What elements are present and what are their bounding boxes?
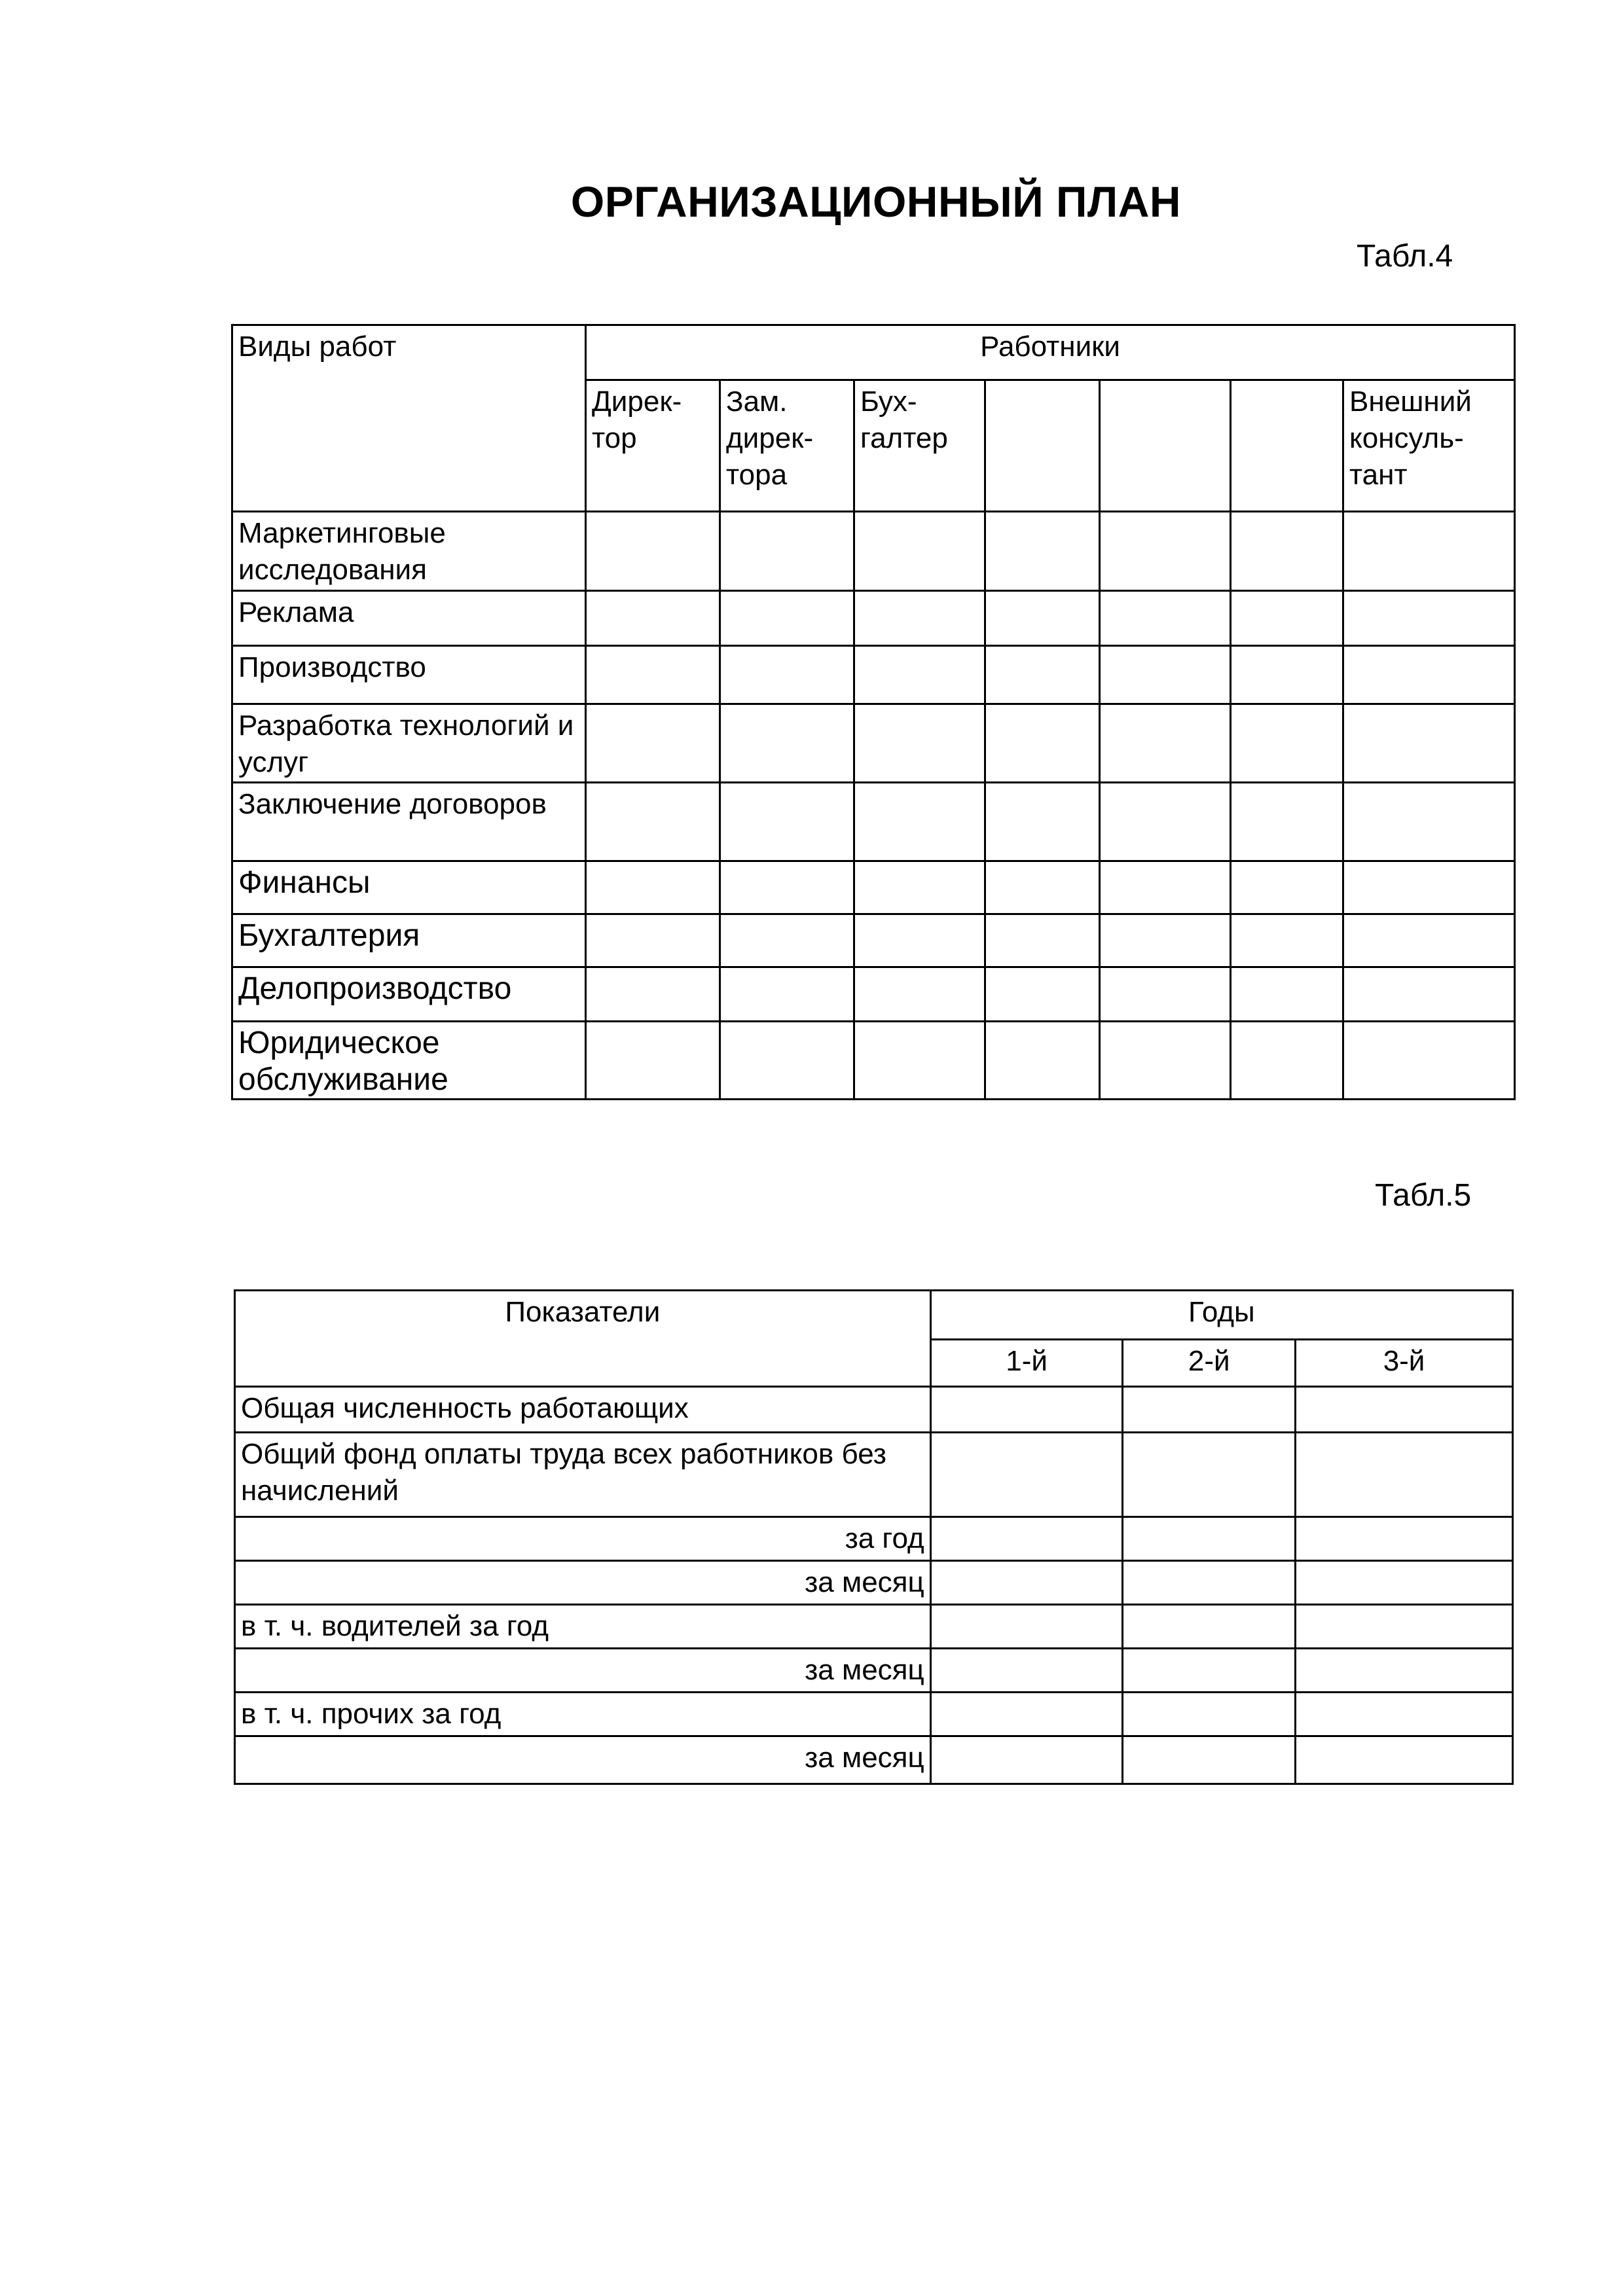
table-row — [235, 1693, 1513, 1736]
input-cell[interactable] — [720, 591, 854, 646]
work-type-label: Финансы — [232, 861, 586, 914]
input-cell[interactable] — [985, 704, 1100, 783]
input-cell[interactable] — [1343, 704, 1515, 783]
input-cell[interactable] — [1123, 1605, 1296, 1649]
input-cell[interactable] — [930, 1693, 1123, 1736]
role-header: Зам. дирек- тора — [720, 380, 854, 512]
input-cell[interactable] — [985, 591, 1100, 646]
input-cell[interactable] — [1343, 914, 1515, 967]
input-cell[interactable] — [985, 512, 1100, 591]
table-row — [235, 1433, 1513, 1517]
input-cell[interactable] — [1296, 1736, 1513, 1784]
table-row — [235, 1517, 1513, 1561]
input-cell[interactable] — [985, 646, 1100, 704]
input-cell[interactable] — [1231, 783, 1343, 861]
work-type-label: Юридическое обслуживание — [232, 1022, 586, 1100]
input-cell[interactable] — [930, 1649, 1123, 1693]
input-cell[interactable] — [1123, 1433, 1296, 1517]
input-cell[interactable] — [586, 967, 720, 1022]
input-cell[interactable] — [1343, 646, 1515, 704]
table-row — [232, 646, 1515, 704]
input-cell[interactable] — [720, 783, 854, 861]
input-cell[interactable] — [1231, 914, 1343, 967]
table-row — [232, 783, 1515, 861]
input-cell[interactable] — [985, 1022, 1100, 1100]
input-cell[interactable] — [930, 1433, 1123, 1517]
input-cell[interactable] — [1123, 1517, 1296, 1561]
input-cell[interactable] — [1100, 914, 1231, 967]
input-cell[interactable] — [1123, 1561, 1296, 1605]
input-cell[interactable] — [930, 1605, 1123, 1649]
work-type-label: Производство — [232, 646, 586, 704]
input-cell[interactable] — [586, 861, 720, 914]
input-cell[interactable] — [1231, 1022, 1343, 1100]
table-row — [232, 914, 1515, 967]
input-cell[interactable] — [720, 861, 854, 914]
input-cell[interactable] — [720, 704, 854, 783]
input-cell[interactable] — [930, 1387, 1123, 1433]
input-cell[interactable] — [720, 1022, 854, 1100]
input-cell[interactable] — [1296, 1693, 1513, 1736]
input-cell[interactable] — [720, 914, 854, 967]
input-cell[interactable] — [1231, 591, 1343, 646]
indicator-label: за месяц — [235, 1649, 931, 1693]
input-cell[interactable] — [1100, 967, 1231, 1022]
page-title: ОРГАНИЗАЦИОННЫЙ ПЛАН — [570, 177, 1182, 226]
input-cell[interactable] — [586, 512, 720, 591]
input-cell[interactable] — [1231, 967, 1343, 1022]
indicator-label: в т. ч. водителей за год — [235, 1605, 931, 1649]
payroll-indicators-table — [234, 1289, 1514, 1785]
input-cell[interactable] — [854, 783, 985, 861]
input-cell[interactable] — [1343, 861, 1515, 914]
table5-label: Табл.5 — [1375, 1178, 1472, 1213]
input-cell[interactable] — [1123, 1736, 1296, 1784]
input-cell[interactable] — [1231, 646, 1343, 704]
input-cell[interactable] — [854, 861, 985, 914]
work-type-label: Маркетинговые исследования — [232, 512, 586, 591]
indicator-label: Общая численность работающих — [235, 1387, 931, 1433]
work-type-label: Реклама — [232, 591, 586, 646]
input-cell[interactable] — [930, 1736, 1123, 1784]
work-type-label: Делопроизводство — [232, 967, 586, 1022]
input-cell[interactable] — [1100, 1022, 1231, 1100]
input-cell[interactable] — [1123, 1693, 1296, 1736]
indicator-label: за месяц — [235, 1736, 931, 1784]
indicators-header: Показатели — [235, 1291, 931, 1387]
input-cell[interactable] — [1231, 704, 1343, 783]
input-cell[interactable] — [1343, 783, 1515, 861]
input-cell[interactable] — [1123, 1387, 1296, 1433]
input-cell[interactable] — [854, 646, 985, 704]
table-row — [232, 861, 1515, 914]
indicator-label: Общий фонд оплаты труда всех работников без начислений — [235, 1433, 931, 1517]
role-header: Дирек- тор — [586, 380, 720, 512]
table4-label: Табл.4 — [1357, 239, 1453, 274]
input-cell[interactable] — [854, 704, 985, 783]
input-cell[interactable] — [1296, 1387, 1513, 1433]
work-type-label: Заключение договоров — [232, 783, 586, 861]
input-cell[interactable] — [854, 1022, 985, 1100]
input-cell[interactable] — [930, 1517, 1123, 1561]
role-header: Внешний консуль- тант — [1343, 380, 1515, 512]
input-cell[interactable] — [586, 783, 720, 861]
input-cell[interactable] — [985, 967, 1100, 1022]
table-row — [235, 1561, 1513, 1605]
input-cell[interactable] — [1231, 512, 1343, 591]
input-cell[interactable] — [1100, 591, 1231, 646]
table-row — [235, 1387, 1513, 1433]
year-header: 3-й — [1296, 1340, 1513, 1387]
table-row — [235, 1649, 1513, 1693]
input-cell[interactable] — [586, 646, 720, 704]
input-cell[interactable] — [1123, 1649, 1296, 1693]
input-cell[interactable] — [1100, 704, 1231, 783]
input-cell[interactable] — [854, 967, 985, 1022]
input-cell[interactable] — [1343, 967, 1515, 1022]
role-header — [1231, 380, 1343, 512]
input-cell[interactable] — [854, 914, 985, 967]
input-cell[interactable] — [1343, 512, 1515, 591]
table-row — [232, 1022, 1515, 1100]
input-cell[interactable] — [720, 967, 854, 1022]
input-cell[interactable] — [1296, 1605, 1513, 1649]
input-cell[interactable] — [586, 1022, 720, 1100]
input-cell[interactable] — [720, 646, 854, 704]
years-header: Годы — [930, 1291, 1512, 1340]
input-cell[interactable] — [586, 704, 720, 783]
work-types-header: Виды работ — [232, 325, 586, 512]
table-row — [232, 967, 1515, 1022]
table-row — [232, 704, 1515, 783]
input-cell[interactable] — [985, 783, 1100, 861]
year-header: 2-й — [1123, 1340, 1296, 1387]
table-row — [232, 591, 1515, 646]
input-cell[interactable] — [1343, 1022, 1515, 1100]
input-cell[interactable] — [1100, 646, 1231, 704]
work-type-label: Разработка технологий и услуг — [232, 704, 586, 783]
indicator-label: за год — [235, 1517, 931, 1561]
role-header — [1100, 380, 1231, 512]
role-header: Бух- галтер — [854, 380, 985, 512]
input-cell[interactable] — [1100, 861, 1231, 914]
input-cell[interactable] — [720, 512, 854, 591]
work-distribution-table — [231, 324, 1516, 1100]
input-cell[interactable] — [930, 1561, 1123, 1605]
input-cell[interactable] — [1100, 783, 1231, 861]
input-cell[interactable] — [1343, 591, 1515, 646]
input-cell[interactable] — [854, 512, 985, 591]
indicator-label: за месяц — [235, 1561, 931, 1605]
input-cell[interactable] — [586, 591, 720, 646]
input-cell[interactable] — [586, 914, 720, 967]
role-header — [985, 380, 1100, 512]
input-cell[interactable] — [854, 591, 985, 646]
table-row — [235, 1736, 1513, 1784]
table-row — [235, 1605, 1513, 1649]
input-cell[interactable] — [1296, 1517, 1513, 1561]
input-cell[interactable] — [1100, 512, 1231, 591]
workers-header: Работники — [586, 325, 1515, 380]
work-type-label: Бухгалтерия — [232, 914, 586, 967]
input-cell[interactable] — [1296, 1433, 1513, 1517]
indicator-label: в т. ч. прочих за год — [235, 1693, 931, 1736]
input-cell[interactable] — [1231, 861, 1343, 914]
input-cell[interactable] — [1296, 1649, 1513, 1693]
input-cell[interactable] — [985, 861, 1100, 914]
input-cell[interactable] — [1296, 1561, 1513, 1605]
table-row — [232, 512, 1515, 591]
input-cell[interactable] — [985, 914, 1100, 967]
year-header: 1-й — [930, 1340, 1123, 1387]
